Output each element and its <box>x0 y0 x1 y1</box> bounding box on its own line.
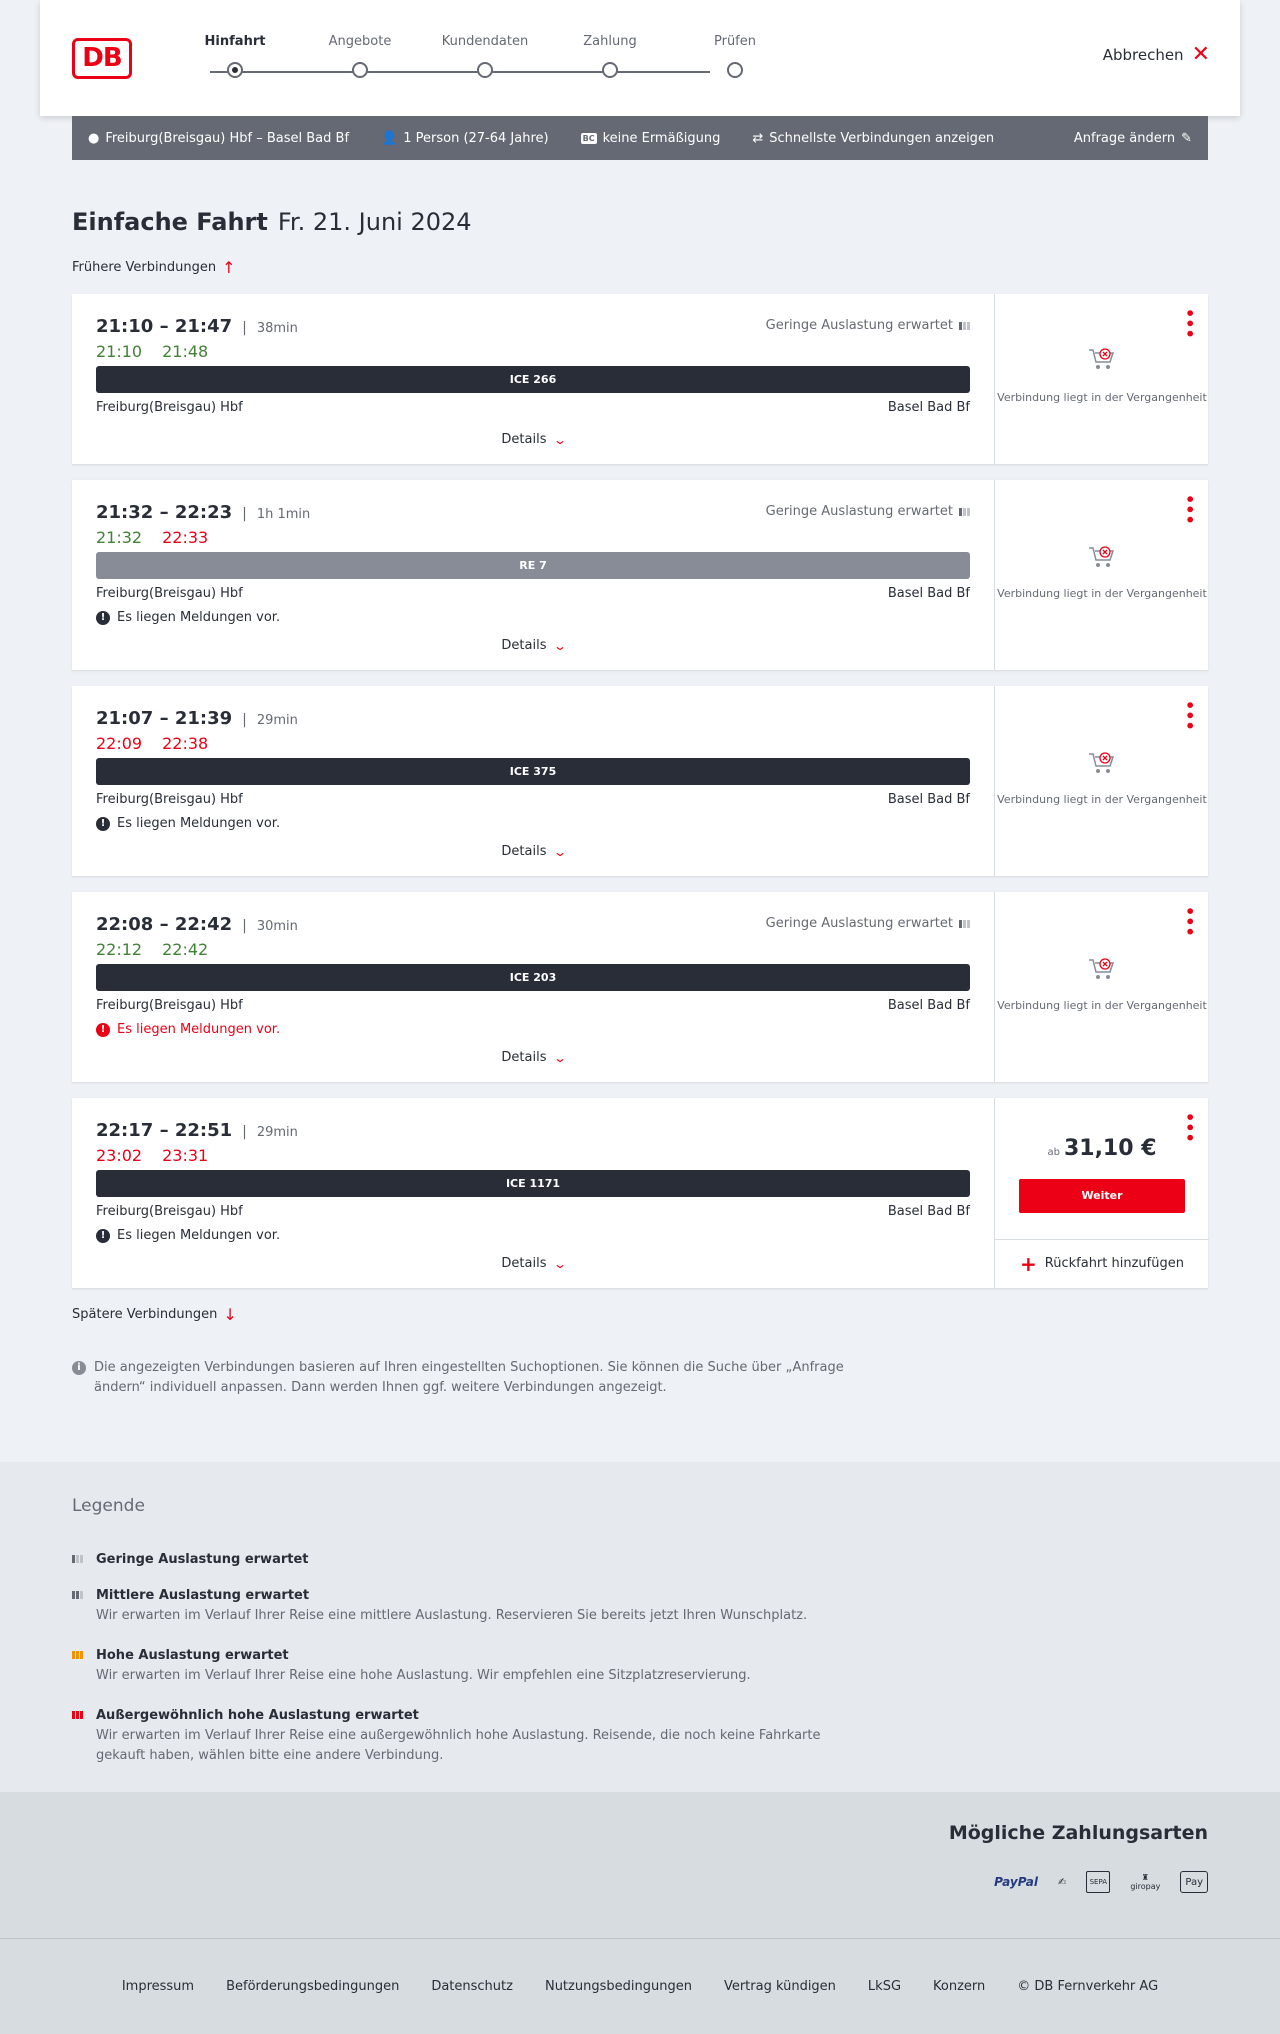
footer-link-konzern[interactable]: Konzern <box>933 1979 986 1994</box>
realtime-arrival: 23:31 <box>162 1146 209 1165</box>
separator: | <box>242 506 247 522</box>
details-label: Details <box>501 638 547 653</box>
search-summary-bar <box>72 116 1208 160</box>
legend-item <box>72 1646 872 1686</box>
realtime-times <box>96 1146 208 1165</box>
alert-icon: ! <box>96 1229 110 1243</box>
realtime-arrival: 22:33 <box>162 528 209 547</box>
more-options-icon[interactable]: ••• <box>1180 1112 1199 1143</box>
chevron-down-icon: ⌄ <box>552 844 567 859</box>
disruption-message <box>96 1228 280 1243</box>
step-dot <box>477 62 493 78</box>
close-icon: ✕ <box>1191 42 1210 67</box>
legend-item <box>72 1586 872 1626</box>
location-pin-icon: ● <box>88 130 100 146</box>
plus-icon: + <box>1020 1251 1037 1276</box>
planned-times <box>96 316 298 337</box>
disruption-message <box>96 610 280 625</box>
cancel-button[interactable] <box>1102 42 1210 67</box>
details-label: Details <box>501 1256 547 1271</box>
departure-station: Freiburg(Breisgau) Hbf <box>96 1204 243 1219</box>
occupancy-text: Geringe Auslastung erwartet <box>765 318 953 333</box>
journey-main[interactable] <box>72 480 994 670</box>
chevron-down-icon: ⌄ <box>552 1050 567 1065</box>
duration: 1h 1min <box>256 507 311 522</box>
train-bar: ICE 203 <box>96 964 970 991</box>
cart-unavailable-icon <box>1087 346 1117 372</box>
occupancy-indicator <box>766 916 970 931</box>
bahncard-icon: BC <box>582 133 595 143</box>
details-toggle[interactable] <box>72 432 994 447</box>
passenger-summary <box>381 131 549 146</box>
payment-methods-section <box>0 1792 1280 1938</box>
step-kundendaten: Kundendaten <box>430 34 540 49</box>
journey-main[interactable] <box>72 892 994 1082</box>
realtime-arrival: 22:42 <box>162 940 209 959</box>
message-text: Es liegen Meldungen vor. <box>117 1022 281 1037</box>
duration: 29min <box>256 713 298 728</box>
duration: 38min <box>256 321 298 336</box>
more-options-icon[interactable]: ••• <box>1180 906 1199 937</box>
legend-item-text: Wir erwarten im Verlauf Ihrer Reise eine mittlere Auslastung. Reservieren Sie bereits jetzt Ihren Wunschplatz. <box>96 1608 808 1623</box>
realtime-times <box>96 528 208 547</box>
past-connection-text: Verbindung liegt in der Vergangenheit <box>997 391 1207 404</box>
message-text: Es liegen Meldungen vor. <box>117 816 281 831</box>
info-note <box>72 1358 872 1398</box>
booking-header <box>40 0 1240 116</box>
past-connection-text: Verbindung liegt in der Vergangenheit <box>997 999 1207 1012</box>
occupancy-low-icon <box>72 1555 83 1563</box>
realtime-departure: 22:12 <box>96 940 143 959</box>
edit-request-label: Anfrage ändern <box>1073 130 1176 146</box>
legend-title: Legende <box>72 1496 145 1516</box>
info-note-text: Die angezeigten Verbindungen basieren auf Ihren eingestellten Suchoptionen. Sie können die Suche über „Anfrage ändern“ individuell anpassen. Dann werden Ihnen ggf. weitere Verbindungen angezeigt. <box>94 1360 844 1395</box>
realtime-arrival: 21:48 <box>162 342 209 361</box>
footer-link-befoerderungsbedingungen[interactable]: Beförderungsbedingungen <box>226 1979 400 1994</box>
separator: | <box>242 1124 247 1140</box>
realtime-departure: 21:32 <box>96 528 143 547</box>
step-hinfahrt: Hinfahrt <box>180 34 290 49</box>
planned-time-text: 22:17 – 22:51 <box>96 1120 233 1141</box>
journey-card <box>72 686 1208 876</box>
departure-station: Freiburg(Breisgau) Hbf <box>96 998 243 1013</box>
details-toggle[interactable] <box>72 1256 994 1271</box>
realtime-times <box>96 342 208 361</box>
arrow-down-icon: ↓ <box>223 1305 237 1324</box>
legend-low-title: Geringe Auslastung erwartet <box>96 1552 309 1567</box>
step-angebote[interactable]: Angebote <box>305 34 415 49</box>
journey-main[interactable] <box>72 1098 994 1288</box>
occupancy-low-icon <box>959 322 970 330</box>
planned-time-text: 21:07 – 21:39 <box>96 708 233 729</box>
info-icon: i <box>72 1361 86 1375</box>
person-icon: 👤 <box>381 130 398 146</box>
arrival-station: Basel Bad Bf <box>887 586 970 601</box>
realtime-times <box>96 734 208 753</box>
alert-icon: ! <box>96 611 110 625</box>
journey-main[interactable] <box>72 294 994 464</box>
details-label: Details <box>501 1050 547 1065</box>
journey-offer-panel <box>994 686 1208 876</box>
footer-link-lksg[interactable]: LkSG <box>867 1979 902 1994</box>
giropay-symbol: ♜ <box>1141 1873 1149 1882</box>
duration: 30min <box>256 919 298 934</box>
disruption-message <box>96 816 280 831</box>
route-summary <box>88 131 349 146</box>
more-options-icon[interactable]: ••• <box>1180 700 1199 731</box>
page-title <box>72 208 472 236</box>
occupancy-high-icon <box>72 1651 83 1659</box>
fastest-connections-toggle[interactable] <box>752 131 994 146</box>
alert-icon: ! <box>96 1023 110 1037</box>
occupancy-medium-icon <box>72 1591 83 1599</box>
journey-card <box>72 1098 1208 1288</box>
train-bar: ICE 375 <box>96 758 970 785</box>
stepper-line <box>210 71 710 73</box>
arrival-station: Basel Bad Bf <box>887 998 970 1013</box>
arrow-up-icon: ↑ <box>222 258 236 277</box>
pencil-icon: ✎ <box>1181 130 1192 146</box>
credit-card-icon: ✍ <box>1057 1876 1067 1888</box>
cart-unavailable-icon <box>1087 544 1117 570</box>
departure-station: Freiburg(Breisgau) Hbf <box>96 586 243 601</box>
footer <box>0 1938 1280 2034</box>
cart-unavailable-icon <box>1087 956 1117 982</box>
chevron-down-icon: ⌄ <box>552 432 567 447</box>
realtime-departure: 23:02 <box>96 1146 143 1165</box>
journey-offer-panel <box>994 892 1208 1082</box>
past-connection-text: Verbindung liegt in der Vergangenheit <box>997 587 1207 600</box>
earlier-connections-link[interactable] <box>72 258 236 277</box>
continue-button[interactable]: Weiter <box>1019 1179 1185 1213</box>
price <box>995 1136 1209 1161</box>
footer-link-impressum[interactable]: Impressum <box>121 1979 195 1994</box>
planned-time-text: 22:08 – 22:42 <box>96 914 233 935</box>
occupancy-text: Geringe Auslastung erwartet <box>765 504 953 519</box>
discount-text: keine Ermäßigung <box>602 130 721 146</box>
occupancy-low-icon <box>959 508 970 516</box>
legend-exceptional-title: Außergewöhnlich hohe Auslastung erwartet <box>96 1708 419 1723</box>
later-label: Spätere Verbindungen <box>72 1307 218 1322</box>
realtime-departure: 22:09 <box>96 734 143 753</box>
details-label: Details <box>501 432 547 447</box>
step-dot <box>352 62 368 78</box>
journey-offer-panel <box>994 480 1208 670</box>
legend-item-text: Wir erwarten im Verlauf Ihrer Reise eine außergewöhnlich hohe Auslastung. Reisende, die noch keine Fahrkarte gekauft haben, wählen bitte eine andere Verbindung. <box>96 1728 821 1763</box>
footer-link-nutzungsbedingungen[interactable]: Nutzungsbedingungen <box>544 1979 692 1994</box>
step-pruefen: Prüfen <box>680 34 790 49</box>
cancel-label: Abbrechen <box>1102 46 1184 64</box>
duration: 29min <box>256 1125 298 1140</box>
add-return-button[interactable] <box>995 1239 1209 1287</box>
arrival-station: Basel Bad Bf <box>887 792 970 807</box>
arrival-station: Basel Bad Bf <box>887 1204 970 1219</box>
legend-item <box>72 1706 872 1766</box>
planned-time-text: 21:10 – 21:47 <box>96 316 233 337</box>
legend-item-title <box>72 1550 872 1570</box>
later-connections-link[interactable] <box>72 1305 237 1324</box>
footer-copyright: © DB Fernverkehr AG <box>1017 1979 1159 1994</box>
giropay-icon <box>1130 1866 1160 1898</box>
realtime-arrival: 22:38 <box>162 734 209 753</box>
planned-times <box>96 708 298 729</box>
legend-item-title <box>72 1586 872 1606</box>
legend-section <box>0 1462 1280 1792</box>
occupancy-indicator <box>766 318 970 333</box>
separator: | <box>242 918 247 934</box>
alert-icon: ! <box>96 817 110 831</box>
details-label: Details <box>501 844 547 859</box>
swap-arrows-icon: ⇄ <box>752 130 764 146</box>
sepa-icon: SEPA <box>1086 1871 1110 1893</box>
route-text: Freiburg(Breisgau) Hbf – Basel Bad Bf <box>105 130 350 146</box>
train-bar: RE 7 <box>96 552 970 579</box>
fastest-text: Schnellste Verbindungen anzeigen <box>769 130 995 146</box>
step-zahlung: Zahlung <box>555 34 665 49</box>
legend-item <box>72 1550 872 1570</box>
departure-station: Freiburg(Breisgau) Hbf <box>96 400 243 415</box>
planned-times <box>96 502 310 523</box>
realtime-times <box>96 940 208 959</box>
departure-station: Freiburg(Breisgau) Hbf <box>96 792 243 807</box>
paypal-icon: PayPal <box>994 1875 1038 1889</box>
journey-card <box>72 892 1208 1082</box>
journey-main[interactable] <box>72 686 994 876</box>
trip-type: Einfache Fahrt <box>72 208 268 236</box>
legend-high-title: Hohe Auslastung erwartet <box>96 1648 289 1663</box>
legend-item-text: Wir erwarten im Verlauf Ihrer Reise eine hohe Auslastung. Wir empfehlen eine Sitzplatzreservierung. <box>96 1668 751 1683</box>
price-value: 31,10 € <box>1063 1136 1157 1161</box>
details-toggle[interactable] <box>72 638 994 653</box>
more-options-icon[interactable]: ••• <box>1180 494 1199 525</box>
journey-offer-panel <box>994 294 1208 464</box>
more-options-icon[interactable]: ••• <box>1180 308 1199 339</box>
chevron-down-icon: ⌄ <box>552 638 567 653</box>
occupancy-text: Geringe Auslastung erwartet <box>765 916 953 931</box>
db-logo[interactable]: DB <box>72 38 132 79</box>
discount-summary <box>581 131 721 146</box>
step-dot <box>727 62 743 78</box>
occupancy-exceptional-icon <box>72 1711 83 1719</box>
chevron-down-icon: ⌄ <box>552 1256 567 1271</box>
details-toggle[interactable] <box>72 844 994 859</box>
disruption-message <box>96 1022 280 1037</box>
occupancy-low-icon <box>959 920 970 928</box>
journey-card <box>72 480 1208 670</box>
separator: | <box>242 712 247 728</box>
journey-offer-panel <box>994 1098 1208 1288</box>
realtime-departure: 21:10 <box>96 342 143 361</box>
message-text: Es liegen Meldungen vor. <box>117 610 281 625</box>
arrival-station: Basel Bad Bf <box>887 400 970 415</box>
apple-pay-icon <box>1180 1871 1208 1893</box>
progress-stepper <box>180 34 820 84</box>
details-toggle[interactable] <box>72 1050 994 1065</box>
earlier-label: Frühere Verbindungen <box>72 260 217 275</box>
apple-pay-label: Pay <box>1185 1876 1203 1888</box>
planned-time-text: 21:32 – 22:23 <box>96 502 233 523</box>
planned-times <box>96 1120 298 1141</box>
legend-item-title <box>72 1646 872 1666</box>
step-dot <box>602 62 618 78</box>
past-connection-text: Verbindung liegt in der Vergangenheit <box>997 793 1207 806</box>
cart-unavailable-icon <box>1087 750 1117 776</box>
passenger-text: 1 Person (27-64 Jahre) <box>403 130 549 146</box>
legend-item-title <box>72 1706 872 1726</box>
legend-medium-title: Mittlere Auslastung erwartet <box>96 1588 310 1603</box>
message-text: Es liegen Meldungen vor. <box>117 1228 281 1243</box>
giropay-label: giropay <box>1130 1882 1161 1891</box>
train-bar: ICE 266 <box>96 366 970 393</box>
payment-title: Mögliche Zahlungsarten <box>948 1822 1208 1844</box>
journey-card <box>72 294 1208 464</box>
edit-request-button[interactable] <box>1074 131 1192 146</box>
price-prefix: ab <box>1047 1147 1060 1158</box>
add-return-label: Rückfahrt hinzufügen <box>1044 1256 1184 1271</box>
train-bar: ICE 1171 <box>96 1170 970 1197</box>
trip-date: Fr. 21. Juni 2024 <box>277 208 472 236</box>
step-dot <box>227 62 243 78</box>
payment-icons <box>994 1866 1208 1898</box>
footer-link-datenschutz[interactable]: Datenschutz <box>431 1979 513 1994</box>
footer-link-vertrag-kuendigen[interactable]: Vertrag kündigen <box>723 1979 836 1994</box>
separator: | <box>242 320 247 336</box>
planned-times <box>96 914 298 935</box>
occupancy-indicator <box>766 504 970 519</box>
